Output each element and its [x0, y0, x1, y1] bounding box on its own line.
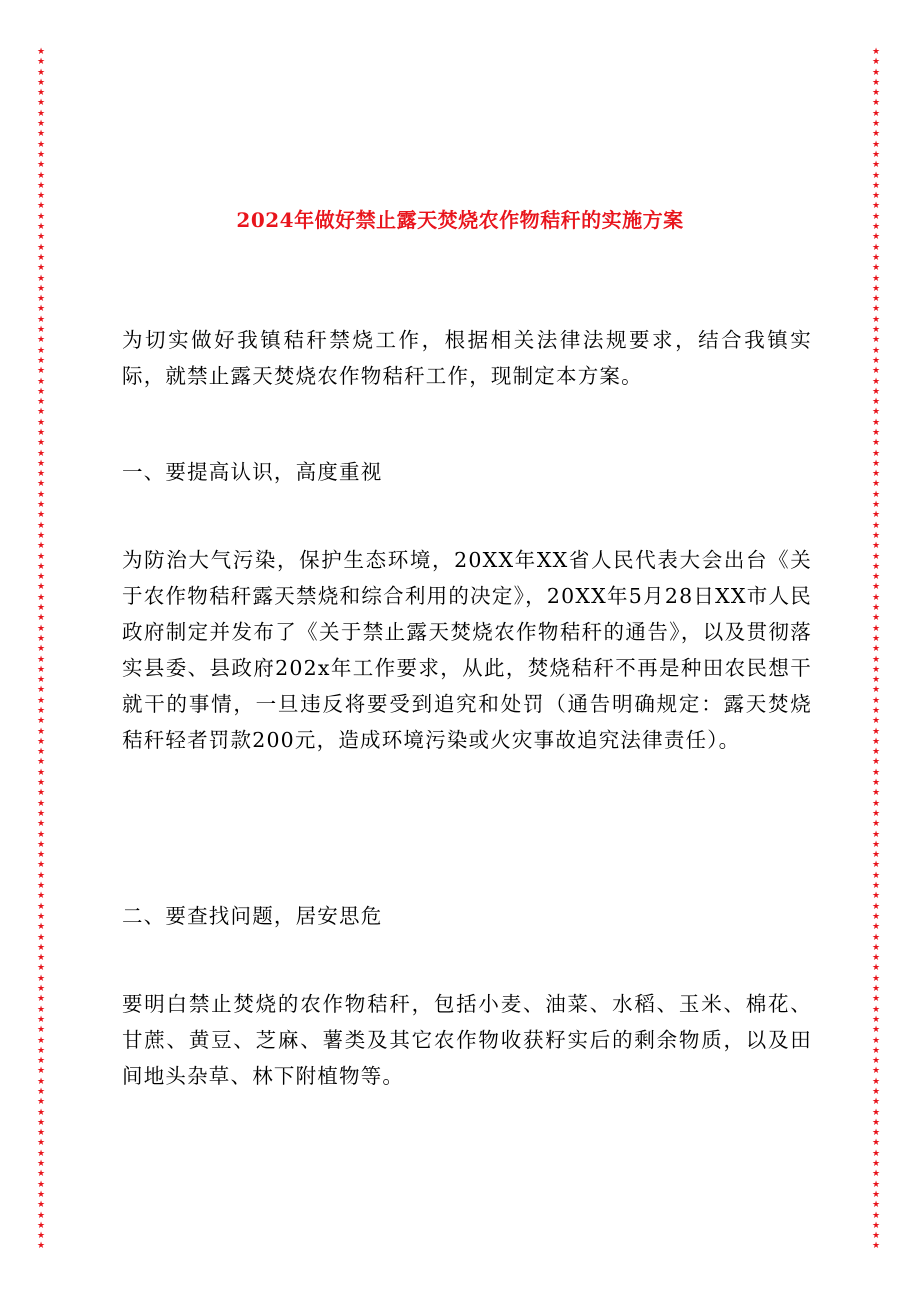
border-star-icon: ★ — [36, 479, 46, 490]
border-star-icon: ★ — [36, 1097, 46, 1108]
border-star-icon: ★ — [36, 47, 46, 57]
border-star-icon: ★ — [36, 881, 46, 892]
border-star-icon: ★ — [871, 757, 881, 768]
border-star-icon: ★ — [871, 57, 881, 68]
border-star-icon: ★ — [871, 530, 881, 541]
border-star-icon: ★ — [36, 139, 46, 150]
border-star-icon: ★ — [871, 984, 881, 995]
border-star-icon: ★ — [36, 1148, 46, 1159]
border-star-icon: ★ — [36, 592, 46, 603]
border-star-icon: ★ — [871, 1148, 881, 1159]
border-star-icon: ★ — [36, 191, 46, 202]
border-star-icon: ★ — [36, 149, 46, 160]
border-star-icon: ★ — [36, 953, 46, 964]
border-star-icon: ★ — [871, 726, 881, 737]
section-2-heading: 二、要查找问题，居安思危 — [122, 904, 383, 928]
border-star-icon: ★ — [36, 88, 46, 99]
border-star-icon: ★ — [36, 1231, 46, 1242]
border-star-icon: ★ — [36, 788, 46, 799]
border-star-icon: ★ — [36, 829, 46, 840]
border-star-icon: ★ — [36, 973, 46, 984]
border-star-icon: ★ — [36, 839, 46, 850]
border-star-icon: ★ — [871, 695, 881, 706]
border-star-icon: ★ — [36, 706, 46, 716]
border-star-icon: ★ — [871, 1004, 881, 1015]
border-star-icon: ★ — [36, 211, 46, 222]
border-star-icon: ★ — [36, 201, 46, 212]
border-star-icon: ★ — [36, 603, 46, 614]
border-star-icon: ★ — [36, 397, 46, 408]
border-star-icon: ★ — [871, 767, 881, 778]
border-star-icon: ★ — [871, 1210, 881, 1221]
border-star-icon: ★ — [36, 67, 46, 78]
border-star-icon: ★ — [871, 242, 881, 253]
border-star-icon: ★ — [36, 757, 46, 768]
border-star-icon: ★ — [871, 942, 881, 953]
border-star-icon: ★ — [36, 1200, 46, 1211]
border-star-icon: ★ — [871, 654, 881, 665]
border-star-icon: ★ — [871, 479, 881, 490]
border-star-icon: ★ — [36, 294, 46, 305]
border-star-icon: ★ — [36, 541, 46, 552]
border-star-icon: ★ — [871, 47, 881, 57]
border-star-icon: ★ — [871, 232, 881, 243]
border-star-icon: ★ — [871, 520, 881, 531]
border-star-icon: ★ — [871, 98, 881, 109]
border-star-icon: ★ — [36, 500, 46, 511]
border-star-icon: ★ — [36, 798, 46, 809]
border-star-icon: ★ — [36, 1066, 46, 1077]
border-star-icon: ★ — [871, 397, 881, 408]
border-star-icon: ★ — [36, 1076, 46, 1087]
border-star-icon: ★ — [36, 252, 46, 263]
border-star-icon: ★ — [36, 1025, 46, 1036]
border-star-icon: ★ — [36, 1128, 46, 1139]
border-star-icon: ★ — [871, 489, 881, 500]
border-star-icon: ★ — [36, 716, 46, 727]
border-star-icon: ★ — [871, 1189, 881, 1200]
border-star-icon: ★ — [36, 119, 46, 130]
border-star-icon: ★ — [36, 520, 46, 531]
border-star-icon: ★ — [871, 1159, 881, 1170]
border-star-icon: ★ — [871, 77, 881, 88]
border-star-icon: ★ — [36, 242, 46, 253]
border-star-icon: ★ — [36, 160, 46, 171]
border-star-icon: ★ — [36, 1241, 46, 1252]
border-star-icon: ★ — [871, 860, 881, 871]
border-star-icon: ★ — [871, 613, 881, 624]
border-star-icon: ★ — [871, 108, 881, 119]
border-star-icon: ★ — [871, 386, 881, 397]
border-star-icon: ★ — [871, 1066, 881, 1077]
border-star-icon: ★ — [871, 139, 881, 150]
border-star-icon: ★ — [871, 664, 881, 675]
border-star-icon: ★ — [871, 263, 881, 274]
border-star-icon: ★ — [36, 747, 46, 758]
border-star-icon: ★ — [871, 994, 881, 1005]
border-star-icon: ★ — [871, 427, 881, 438]
border-star-icon: ★ — [36, 1107, 46, 1118]
border-star-icon: ★ — [871, 211, 881, 222]
border-star-icon: ★ — [36, 572, 46, 583]
border-star-icon: ★ — [871, 1138, 881, 1149]
border-star-icon: ★ — [871, 407, 881, 418]
border-star-icon: ★ — [36, 942, 46, 953]
border-star-icon: ★ — [36, 1220, 46, 1231]
border-star-icon: ★ — [36, 561, 46, 572]
border-star-icon: ★ — [36, 232, 46, 243]
border-star-icon: ★ — [871, 345, 881, 356]
border-star-icon: ★ — [36, 870, 46, 881]
border-star-icon: ★ — [36, 222, 46, 233]
border-star-icon: ★ — [871, 180, 881, 191]
document-title: 2024年做好禁止露天焚烧农作物秸秆的实施方案 — [236, 208, 684, 232]
border-star-icon: ★ — [871, 1241, 881, 1252]
border-star-icon: ★ — [36, 1004, 46, 1015]
border-star-icon: ★ — [36, 1056, 46, 1067]
border-star-icon: ★ — [36, 407, 46, 418]
border-star-icon: ★ — [871, 129, 881, 140]
border-star-icon: ★ — [871, 355, 881, 366]
border-star-icon: ★ — [871, 1220, 881, 1231]
border-star-icon: ★ — [871, 778, 881, 789]
border-star-icon: ★ — [36, 1210, 46, 1221]
border-star-icon: ★ — [871, 222, 881, 233]
border-star-icon: ★ — [36, 530, 46, 541]
border-star-icon: ★ — [36, 984, 46, 995]
border-star-icon: ★ — [871, 706, 881, 716]
border-star-icon: ★ — [36, 767, 46, 778]
border-star-icon: ★ — [36, 644, 46, 655]
border-star-icon: ★ — [36, 1169, 46, 1180]
border-star-icon: ★ — [36, 911, 46, 922]
border-star-icon: ★ — [871, 1128, 881, 1139]
border-star-icon: ★ — [871, 953, 881, 964]
border-star-icon: ★ — [36, 98, 46, 109]
border-star-icon: ★ — [871, 252, 881, 263]
border-star-icon: ★ — [871, 561, 881, 572]
border-star-icon: ★ — [36, 427, 46, 438]
border-star-icon: ★ — [36, 1086, 46, 1097]
border-star-icon: ★ — [871, 191, 881, 202]
border-star-icon: ★ — [871, 922, 881, 933]
border-star-icon: ★ — [36, 273, 46, 284]
border-star-icon: ★ — [36, 170, 46, 181]
border-star-icon: ★ — [36, 1035, 46, 1046]
border-star-icon: ★ — [36, 510, 46, 521]
border-star-icon: ★ — [36, 963, 46, 974]
border-star-icon: ★ — [36, 355, 46, 366]
border-star-icon: ★ — [36, 860, 46, 871]
border-star-icon: ★ — [871, 1086, 881, 1097]
border-star-icon: ★ — [36, 685, 46, 696]
border-star-icon: ★ — [871, 458, 881, 469]
border-star-icon: ★ — [871, 1117, 881, 1128]
border-star-icon: ★ — [36, 263, 46, 274]
border-star-icon: ★ — [871, 1025, 881, 1036]
border-star-icon: ★ — [36, 1179, 46, 1190]
border-star-icon: ★ — [36, 891, 46, 902]
border-star-icon: ★ — [36, 633, 46, 644]
border-star-icon: ★ — [36, 469, 46, 480]
border-star-icon: ★ — [871, 201, 881, 212]
border-star-icon: ★ — [871, 273, 881, 284]
border-star-icon: ★ — [871, 283, 881, 294]
border-star-icon: ★ — [871, 438, 881, 449]
border-star-icon: ★ — [871, 417, 881, 428]
border-star-icon: ★ — [36, 1159, 46, 1170]
border-star-icon: ★ — [871, 376, 881, 387]
border-star-icon: ★ — [871, 304, 881, 315]
border-star-icon: ★ — [871, 798, 881, 809]
border-star-icon: ★ — [871, 716, 881, 727]
border-star-icon: ★ — [871, 963, 881, 974]
border-star-icon: ★ — [36, 695, 46, 706]
border-star-icon: ★ — [871, 1231, 881, 1242]
border-star-icon: ★ — [871, 1107, 881, 1118]
border-star-icon: ★ — [36, 345, 46, 356]
border-star-icon: ★ — [871, 469, 881, 480]
border-star-icon: ★ — [871, 1035, 881, 1046]
border-star-icon: ★ — [36, 417, 46, 428]
border-star-icon: ★ — [36, 623, 46, 634]
border-star-icon: ★ — [871, 582, 881, 593]
border-star-icon: ★ — [871, 335, 881, 346]
border-star-icon: ★ — [36, 77, 46, 88]
border-star-icon: ★ — [871, 911, 881, 922]
border-star-icon: ★ — [36, 664, 46, 675]
border-star-icon: ★ — [871, 448, 881, 459]
border-star-icon: ★ — [36, 850, 46, 861]
border-star-icon: ★ — [871, 829, 881, 840]
border-star-icon: ★ — [36, 283, 46, 294]
border-star-icon: ★ — [871, 551, 881, 562]
border-star-icon: ★ — [36, 1045, 46, 1056]
border-star-icon: ★ — [36, 458, 46, 469]
border-star-icon: ★ — [36, 438, 46, 449]
border-star-icon: ★ — [871, 891, 881, 902]
border-star-icon: ★ — [36, 1117, 46, 1128]
border-star-icon: ★ — [36, 654, 46, 665]
border-star-icon: ★ — [871, 510, 881, 521]
border-star-icon: ★ — [871, 170, 881, 181]
border-star-icon: ★ — [871, 736, 881, 747]
border-star-icon: ★ — [871, 747, 881, 758]
section-2-body: 要明白禁止焚烧的农作物秸秆，包括小麦、油菜、水稻、玉米、棉花、甘蔗、黄豆、芝麻、薯类及其它农作物收获籽实后的剩余物质，以及田间地头杂草、林下附植物等。 — [122, 992, 812, 1088]
border-star-icon: ★ — [36, 675, 46, 686]
intro-paragraph: 为切实做好我镇秸秆禁烧工作，根据相关法律法规要求，结合我镇实际，就禁止露天焚烧农作物秸秆工作，现制定本方案。 — [122, 328, 812, 388]
border-star-icon: ★ — [36, 1138, 46, 1149]
border-star-icon: ★ — [36, 129, 46, 140]
border-star-icon: ★ — [871, 149, 881, 160]
border-star-icon: ★ — [36, 180, 46, 191]
border-star-icon: ★ — [871, 1076, 881, 1087]
border-star-icon: ★ — [36, 726, 46, 737]
border-star-icon: ★ — [871, 592, 881, 603]
border-star-icon: ★ — [871, 819, 881, 830]
border-star-icon: ★ — [36, 1189, 46, 1200]
border-star-icon: ★ — [871, 1200, 881, 1211]
border-star-icon: ★ — [36, 819, 46, 830]
border-star-icon: ★ — [871, 839, 881, 850]
border-star-icon: ★ — [871, 685, 881, 696]
border-star-icon: ★ — [36, 932, 46, 943]
border-star-icon: ★ — [36, 304, 46, 315]
border-star-icon: ★ — [871, 1045, 881, 1056]
border-star-icon: ★ — [871, 294, 881, 305]
border-star-icon: ★ — [871, 325, 881, 336]
border-star-icon: ★ — [36, 57, 46, 68]
border-star-icon: ★ — [36, 376, 46, 387]
border-star-icon: ★ — [871, 1056, 881, 1067]
border-star-icon: ★ — [36, 489, 46, 500]
border-star-icon: ★ — [36, 808, 46, 819]
border-star-icon: ★ — [871, 160, 881, 171]
border-star-icon: ★ — [36, 736, 46, 747]
border-star-icon: ★ — [871, 633, 881, 644]
border-star-icon: ★ — [36, 335, 46, 346]
border-star-icon: ★ — [871, 644, 881, 655]
border-star-icon: ★ — [36, 448, 46, 459]
border-star-icon: ★ — [871, 850, 881, 861]
border-star-icon: ★ — [871, 1097, 881, 1108]
border-star-icon: ★ — [871, 572, 881, 583]
border-star-icon: ★ — [36, 901, 46, 912]
border-star-icon: ★ — [871, 541, 881, 552]
border-star-icon: ★ — [871, 881, 881, 892]
border-star-icon: ★ — [871, 500, 881, 511]
border-star-icon: ★ — [871, 67, 881, 78]
border-star-icon: ★ — [871, 901, 881, 912]
border-star-icon: ★ — [871, 623, 881, 634]
border-star-icon: ★ — [871, 119, 881, 130]
border-star-icon: ★ — [36, 582, 46, 593]
border-star-icon: ★ — [36, 366, 46, 377]
border-star-icon: ★ — [871, 1169, 881, 1180]
border-star-icon: ★ — [871, 808, 881, 819]
border-star-icon: ★ — [36, 1014, 46, 1025]
border-star-icon: ★ — [871, 870, 881, 881]
border-star-icon: ★ — [36, 613, 46, 624]
border-star-icon: ★ — [36, 325, 46, 336]
border-star-icon: ★ — [36, 108, 46, 119]
border-star-icon: ★ — [871, 603, 881, 614]
border-star-icon: ★ — [871, 788, 881, 799]
border-star-icon: ★ — [871, 1179, 881, 1190]
border-star-icon: ★ — [871, 932, 881, 943]
section-1-heading: 一、要提高认识，高度重视 — [122, 460, 383, 484]
border-star-icon: ★ — [36, 994, 46, 1005]
border-star-icon: ★ — [36, 922, 46, 933]
border-star-icon: ★ — [871, 88, 881, 99]
border-star-icon: ★ — [871, 366, 881, 377]
border-star-icon: ★ — [36, 314, 46, 325]
section-1-body: 为防治大气污染，保护生态环境，20XX年XX省人民代表大会出台《关于农作物秸秆露天禁烧和综合利用的决定》，20XX年5月28日XX市人民政府制定并发布了《关于禁止露天焚烧农作物秸秆的通告》，以及贯彻落实县委、县政府202x年工作要求，从此，焚烧秸秆不再是种田农民想干就干的事情，一旦违反将要受到追究和处罚（通告明确规定：露天焚烧秸秆轻者罚款200元，造成环境污染或火灾事故追究法律责任）。 — [122, 548, 812, 752]
border-star-icon: ★ — [871, 675, 881, 686]
border-star-icon: ★ — [871, 314, 881, 325]
border-star-icon: ★ — [36, 778, 46, 789]
border-star-icon: ★ — [871, 973, 881, 984]
border-star-icon: ★ — [36, 551, 46, 562]
border-star-icon: ★ — [36, 386, 46, 397]
border-star-icon: ★ — [871, 1014, 881, 1025]
